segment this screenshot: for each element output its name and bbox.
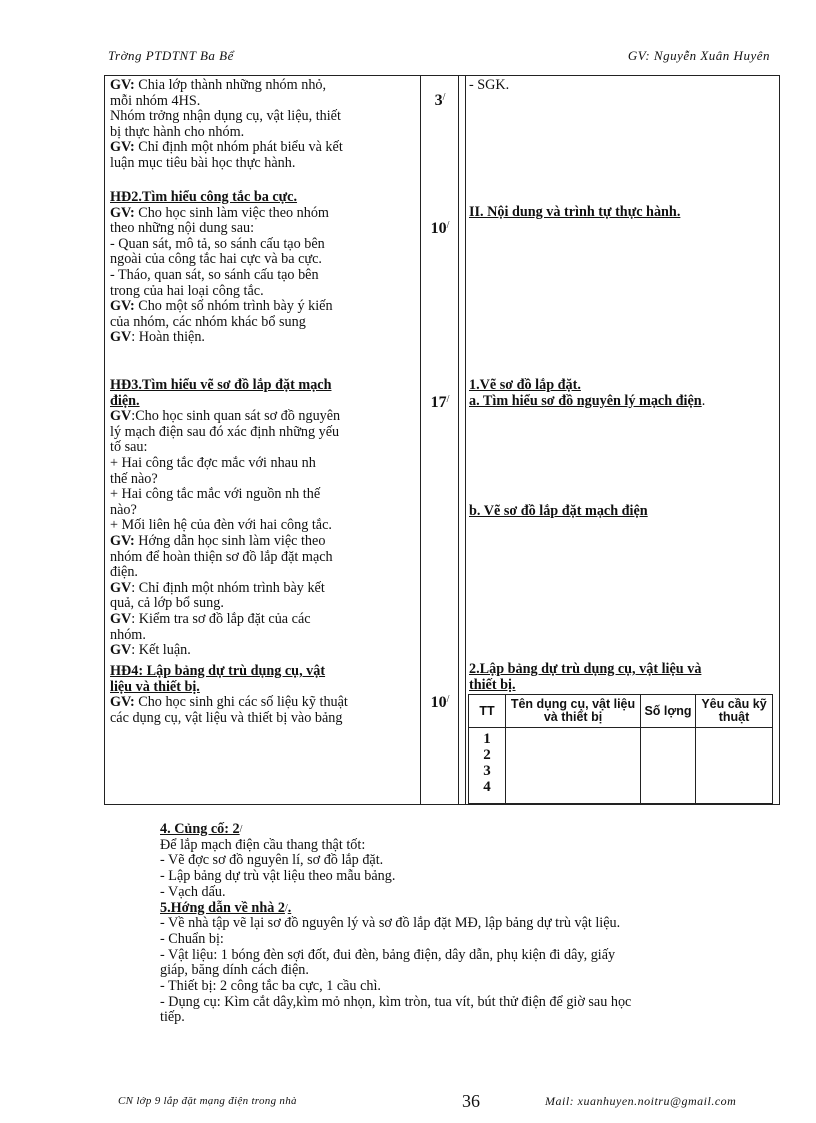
activity-line: + Mối liên hệ của đèn với hai công tắc. xyxy=(110,517,332,534)
activity-line: nhóm để hoàn thiện sơ đồ lắp đặt mạch xyxy=(110,548,333,565)
activity-line: Nhóm trởng nhận dụng cụ, vật liệu, thiết xyxy=(110,108,341,125)
activity-line: + Hai công tắc mắc với nguồn nh thế xyxy=(110,486,321,503)
row2-content: II. Nội dung và trình tự thực hành. xyxy=(469,204,681,220)
cungco-line: - Lập bảng dự trù vật liệu theo mẫu bảng. xyxy=(160,868,396,885)
lesson-table xyxy=(104,75,780,805)
activity-line: GV: Hoàn thiện. xyxy=(110,329,205,346)
col-qty: Số lợng xyxy=(641,695,696,728)
footer-course: CN lớp 9 lắp đặt mạng điện trong nhà xyxy=(118,1095,297,1107)
activity-line: tố sau: xyxy=(110,439,148,456)
activity-line: GV: Cho một số nhóm trình bày ý kiến xyxy=(110,298,333,315)
row4-content: 2.Lập bảng dự trù dụng cụ, vật liệu và thiết bị. xyxy=(469,661,702,693)
header-school: Trờng PTDTNT Ba Bể xyxy=(108,48,234,63)
row3-activities: HĐ3.Tìm hiểu vẽ sơ đồ lắp đặt mạch điện. GV:Cho học sinh quan sát sơ đồ nguyên lý mạch điện sau đó xác định những yếu tố sau: + Hai công tắc đợc mắc với nhau nh thế nào? + Hai công tắc mắc với nguồn nh thế nào? + Mối liên hệ của đèn với hai công tắc. GV: Hớng dẫn học sinh làm việc theo nhóm để hoàn thiện sơ đồ lắp đặt mạch điện. GV: Chỉ định một nhóm trình bày kết quả, cả lớp bổ sung. GV: Kiểm tra sơ đồ lắp đặt của các nhóm. GV: Kết luận. xyxy=(110,378,415,659)
activity-line: GV: Cho học sinh ghi các số liệu kỹ thuật xyxy=(110,694,348,711)
page-number: 36 xyxy=(462,1091,480,1111)
materials-table xyxy=(468,694,773,804)
activity-line: các dụng cụ, vật liệu và thiết bị vào bảng xyxy=(110,709,343,726)
row4-activities: HĐ4: Lập bảng dự trù dụng cụ, vật liệu và thiết bị. GV: Cho học sinh ghi các số liệu kỹ thuật các dụng cụ, vật liệu và thiết bị vào bảng xyxy=(110,664,415,726)
cell-qty xyxy=(641,728,696,804)
huongdan-line: - Vật liệu: 1 bóng đèn sợi đốt, đui đèn, bảng điện, dây dẫn, phụ kiện đi dây, giấy xyxy=(160,946,616,963)
activity-line: của nhóm, các nhóm khác bổ sung xyxy=(110,313,306,330)
activity-line: + Hai công tắc đợc mắc với nhau nh xyxy=(110,454,316,471)
activity-line: bị thực hành cho nhóm. xyxy=(110,123,245,140)
activity-line: GV: Chỉ định một nhóm phát biểu và kết xyxy=(110,139,343,156)
activity-line: GV: Chỉ định một nhóm trình bày kết xyxy=(110,579,325,596)
huongdan-line: giáp, băng dính cách điện. xyxy=(160,962,309,979)
col-name: Tên dụng cụ, vật liệu và thiết bị xyxy=(506,695,641,728)
activity-line: thế nào? xyxy=(110,470,158,487)
row1-activities xyxy=(110,78,415,172)
row-numbers: 1 2 3 4 xyxy=(469,728,506,804)
huongdan-line: - Chuẩn bị: xyxy=(160,930,224,947)
huongdan-title: 5.Hớng dẫn về nhà 2/. xyxy=(160,899,292,916)
activity-line: mỗi nhóm 4HS. xyxy=(110,92,201,109)
activity-line: GV: Hớng dẫn học sinh làm việc theo xyxy=(110,532,326,549)
activity-line: GV:Cho học sinh quan sát sơ đồ nguyên xyxy=(110,408,341,425)
row4-time: 10/ xyxy=(430,694,450,711)
activity-line: GV: Cho học sinh làm việc theo nhóm xyxy=(110,204,329,221)
activity-line: trong của hai loại công tắc. xyxy=(110,282,264,299)
row1-time: 3/ xyxy=(434,92,446,109)
hd4-heading: HĐ4: Lập bảng dự trù dụng cụ, vật xyxy=(110,663,326,679)
huongdan-line: - Dụng cụ: Kìm cắt dây,kìm mỏ nhọn, kìm tròn, tua vít, bút thử điện để giờ sau học xyxy=(160,993,632,1010)
cungco-line: - Vẽ đợc sơ đồ nguyên lí, sơ đồ lắp đặt. xyxy=(160,852,384,869)
row1-content: - SGK. xyxy=(469,77,510,93)
footer-mail: Mail: xuanhuyen.noitru@gmail.com xyxy=(545,1094,737,1108)
row3-time: 17/ xyxy=(430,394,450,411)
activity-line: GV: Kết luận. xyxy=(110,642,191,659)
activity-line: theo những nội dung sau: xyxy=(110,220,255,237)
huongdan-line: - Thiết bị: 2 công tắc ba cực, 1 cầu chì. xyxy=(160,978,381,995)
cell-spec xyxy=(696,728,773,804)
activity-line: GV: Kiểm tra sơ đồ lắp đặt của các xyxy=(110,610,311,627)
row2-activities xyxy=(110,190,415,346)
cungco-line: - Vạch dấu. xyxy=(160,883,226,900)
activity-line: nào? xyxy=(110,501,137,518)
activity-line: - Quan sát, mô tả, so sánh cấu tạo bên xyxy=(110,235,325,252)
cungco-line: Để lắp mạch điện cầu thang thật tốt: xyxy=(160,836,366,853)
col-spec: Yêu cầu kỹ thuật xyxy=(696,695,773,728)
activity-line: điện. xyxy=(110,564,138,581)
activity-line: nhóm. xyxy=(110,626,146,643)
cungco-title: 4. Củng cố: 2/ xyxy=(160,821,243,837)
header-teacher: GV: Nguyễn Xuân Huyên xyxy=(627,48,770,63)
row2-time: 10/ xyxy=(430,220,450,237)
activity-line: ngoài của công tắc hai cực và ba cực. xyxy=(110,251,322,268)
cell-name xyxy=(506,728,641,804)
huongdan-line: - Về nhà tập vẽ lại sơ đồ nguyên lý và sơ đồ lắp đặt MĐ, lập bảng dự trù vật liệu. xyxy=(160,915,621,932)
activity-line: luận mục tiêu bài học thực hành. xyxy=(110,154,296,171)
col-tt: TT xyxy=(469,695,506,728)
activity-line: quả, cả lớp bổ sung. xyxy=(110,595,224,612)
activity-line: lý mạch điện sau đó xác định những yếu xyxy=(110,423,340,440)
activity-line: - Tháo, quan sát, so sánh cấu tạo bên xyxy=(110,266,319,283)
huongdan-line: tiếp. xyxy=(160,1009,185,1026)
bottom-section xyxy=(160,822,780,1026)
hd2-heading: HĐ2.Tìm hiểu công tắc ba cực. xyxy=(110,189,298,205)
activity-line: GV: Chia lớp thành những nhóm nhỏ, xyxy=(110,77,327,93)
row3-content: 1.Vẽ sơ đồ lắp đặt. a. Tìm hiểu sơ đồ nguyên lý mạch điện. b. Vẽ sơ đồ lắp đặt mạch điện xyxy=(469,377,706,520)
hd3-heading: HĐ3.Tìm hiểu vẽ sơ đồ lắp đặt mạch xyxy=(110,377,332,393)
